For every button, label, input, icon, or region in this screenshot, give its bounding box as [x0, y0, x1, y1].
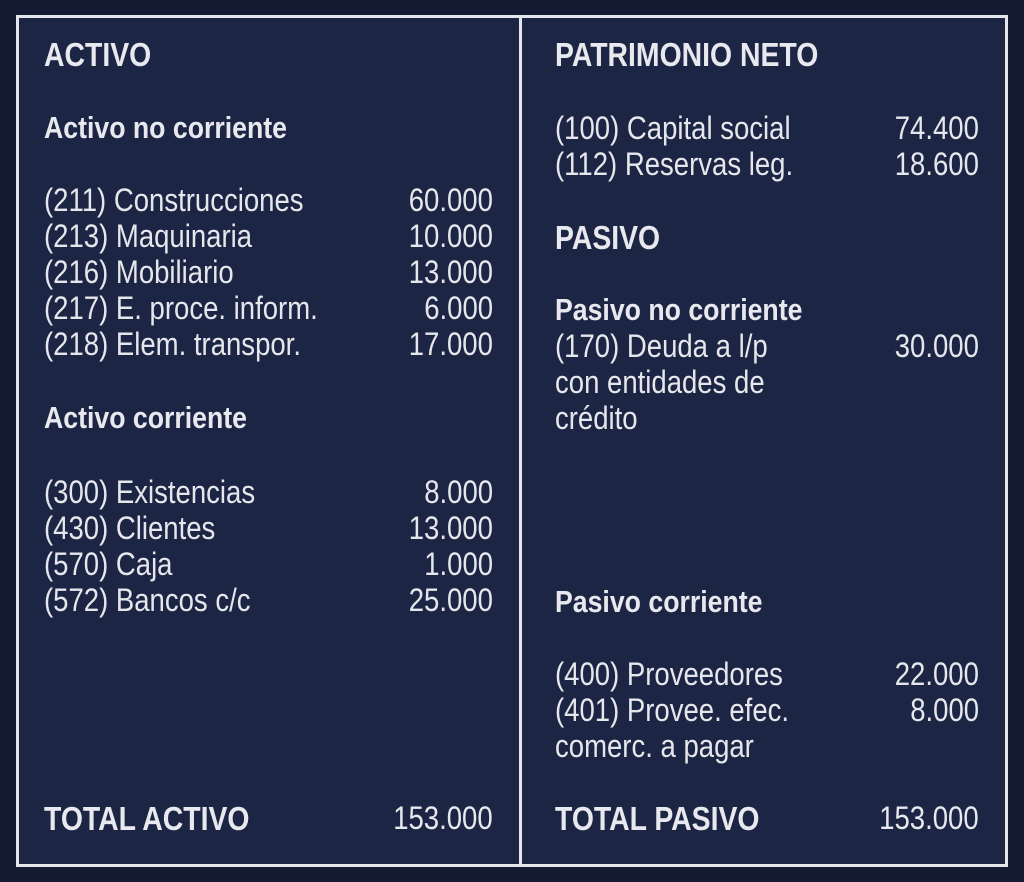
pasivo-c-item-value: 8.000 — [910, 692, 979, 728]
patrimonio-item-label: (112) Reservas leg. — [555, 146, 794, 182]
activo-title: ACTIVO — [44, 36, 152, 73]
activo-c-item-value: 25.000 — [408, 582, 493, 618]
activo-no-corriente-title: Activo no corriente — [44, 110, 287, 145]
total-activo-label: TOTAL ACTIVO — [44, 800, 250, 837]
pasivo-c-item-label: (400) Proveedores — [555, 656, 783, 692]
pasivo-nc-item-label-line: crédito — [555, 400, 638, 436]
total-activo-value: 153.000 — [393, 800, 493, 836]
patrimonio-neto-title: PATRIMONIO NETO — [555, 36, 819, 73]
pasivo-nc-item-label-line: con entidades de — [555, 364, 765, 400]
activo-nc-item-value: 17.000 — [408, 326, 493, 362]
patrimonio-item-label: (100) Capital social — [555, 110, 791, 146]
activo-nc-item-label: (217) E. proce. inform. — [44, 290, 318, 326]
activo-nc-item-value: 10.000 — [408, 218, 493, 254]
total-pasivo-value: 153.000 — [879, 800, 979, 836]
total-pasivo-label: TOTAL PASIVO — [555, 800, 760, 837]
activo-c-item-label: (570) Caja — [44, 546, 173, 582]
pasivo-nc-item-value: 30.000 — [894, 328, 979, 364]
activo-c-item-label: (430) Clientes — [44, 510, 216, 546]
pasivo-corriente-title: Pasivo corriente — [555, 584, 763, 619]
pasivo-no-corriente-title: Pasivo no corriente — [555, 292, 803, 327]
activo-nc-item-label: (213) Maquinaria — [44, 218, 253, 254]
activo-c-item-value: 13.000 — [408, 510, 493, 546]
patrimonio-item-value: 18.600 — [894, 146, 979, 182]
pasivo-c-item-label-line: comerc. a pagar — [555, 728, 754, 764]
activo-c-item-value: 1.000 — [424, 546, 493, 582]
activo-nc-item-label: (218) Elem. transpor. — [44, 326, 301, 362]
activo-corriente-title: Activo corriente — [44, 400, 247, 435]
pasivo-c-item-label: (401) Provee. efec. — [555, 692, 790, 728]
pasivo-title: PASIVO — [555, 219, 661, 256]
activo-nc-item-value: 13.000 — [408, 254, 493, 290]
activo-c-item-label: (300) Existencias — [44, 474, 256, 510]
activo-nc-item-label: (211) Construcciones — [44, 182, 304, 218]
patrimonio-item-value: 74.400 — [894, 110, 979, 146]
pasivo-c-item-value: 22.000 — [894, 656, 979, 692]
activo-nc-item-value: 60.000 — [408, 182, 493, 218]
activo-nc-item-value: 6.000 — [424, 290, 493, 326]
pasivo-nc-item-label: (170) Deuda a l/p — [555, 328, 768, 364]
activo-c-item-label: (572) Bancos c/c — [44, 582, 251, 618]
column-divider — [519, 15, 522, 867]
activo-c-item-value: 8.000 — [424, 474, 493, 510]
activo-nc-item-label: (216) Mobiliario — [44, 254, 234, 290]
